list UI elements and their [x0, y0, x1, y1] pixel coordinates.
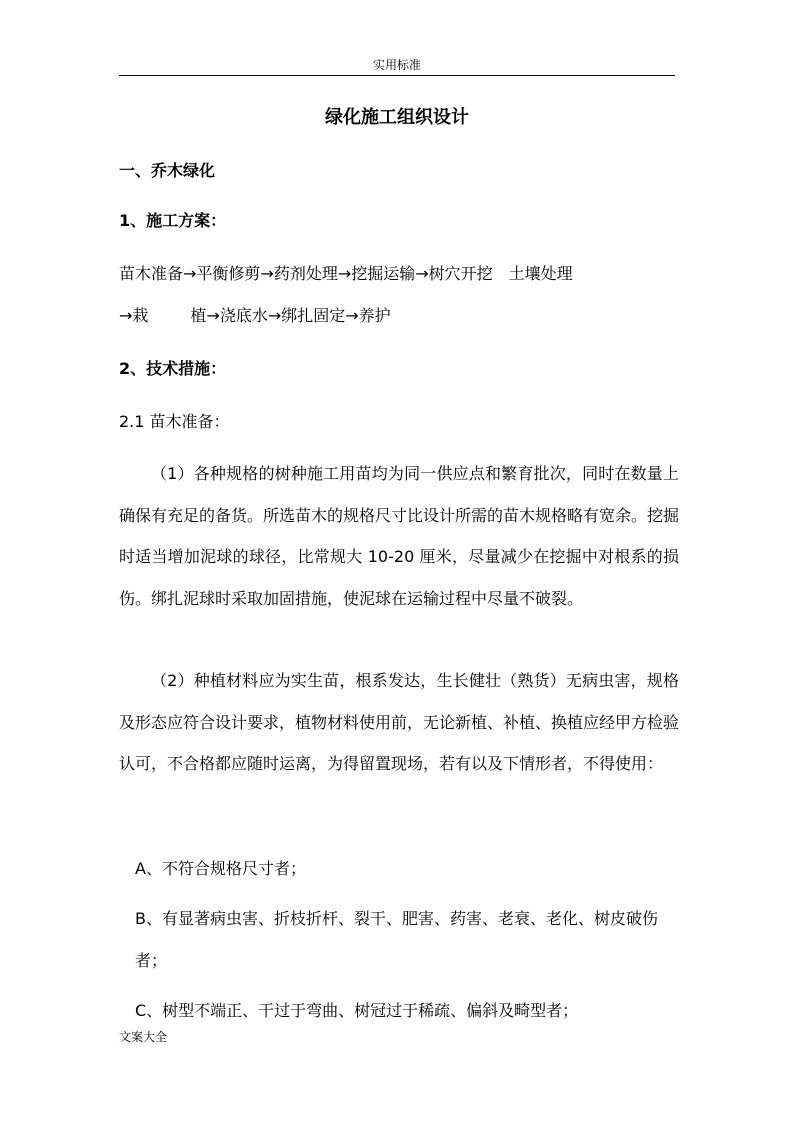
document-title: 绿化施工组织设计: [325, 107, 469, 128]
subsection-heading-seedling-prep: 2.1 苗木准备：: [119, 412, 230, 431]
paragraph-seedling-requirements: （1）各种规格的树种施工用苗均为同一供应点和繁育批次，同时在数量上确保有充足的备货。所选苗木的规格尺寸比设计所需的苗木规格略有宽余。挖掘时适当增加泥球的球径，比常规大 10-20 厘米，尽量减少在挖掘中对根系的损伤。绑扎泥球时采取加固措施，使泥球在运输过程中尽量不破裂。: [119, 464, 680, 608]
list-item-c: C、树型不端正、干过于弯曲、树冠过于稀疏、偏斜及畸型者；: [135, 1001, 579, 1020]
list-item-b: [119, 898, 679, 981]
section-heading-arbor: 一、乔木绿化: [119, 161, 216, 180]
section-heading-construction-plan: 1、施工方案：: [119, 211, 227, 230]
header-rule: [119, 75, 675, 76]
paragraph-planting-material: （2）种植材料应为实生苗，根系发达，生长健壮（熟货）无病虫害，规格及形态应符合设计要求，植物材料使用前，无论新植、补植、换植应经甲方检验认可，不合格都应随时运离，为得留置现场，若有以及下情形者，不得使用：: [119, 671, 680, 773]
process-line-1: [119, 263, 573, 285]
page-header: 实用标准: [372, 58, 421, 72]
section-heading-technical-measures: 2、技术措施：: [119, 359, 227, 378]
list-item-a: A、不符合规格尺寸者；: [135, 859, 306, 878]
process-step-soil: 土壤处理: [508, 264, 573, 283]
page-footer: 文案大全: [119, 1030, 168, 1044]
process-line-2: [119, 305, 391, 327]
process-steps-part-1: 苗木准备→平衡修剪→药剂处理→挖掘运输→树穴开挖: [119, 264, 493, 283]
process-steps-part-2: 植→浇底水→绑扎固定→养护: [190, 306, 391, 325]
list-item-b-text: B、有显著病虫害、折枝折杆、裂干、肥害、药害、老衰、老化、树皮破伤者；: [135, 909, 658, 970]
process-step-plant-start: →栽: [119, 306, 149, 325]
